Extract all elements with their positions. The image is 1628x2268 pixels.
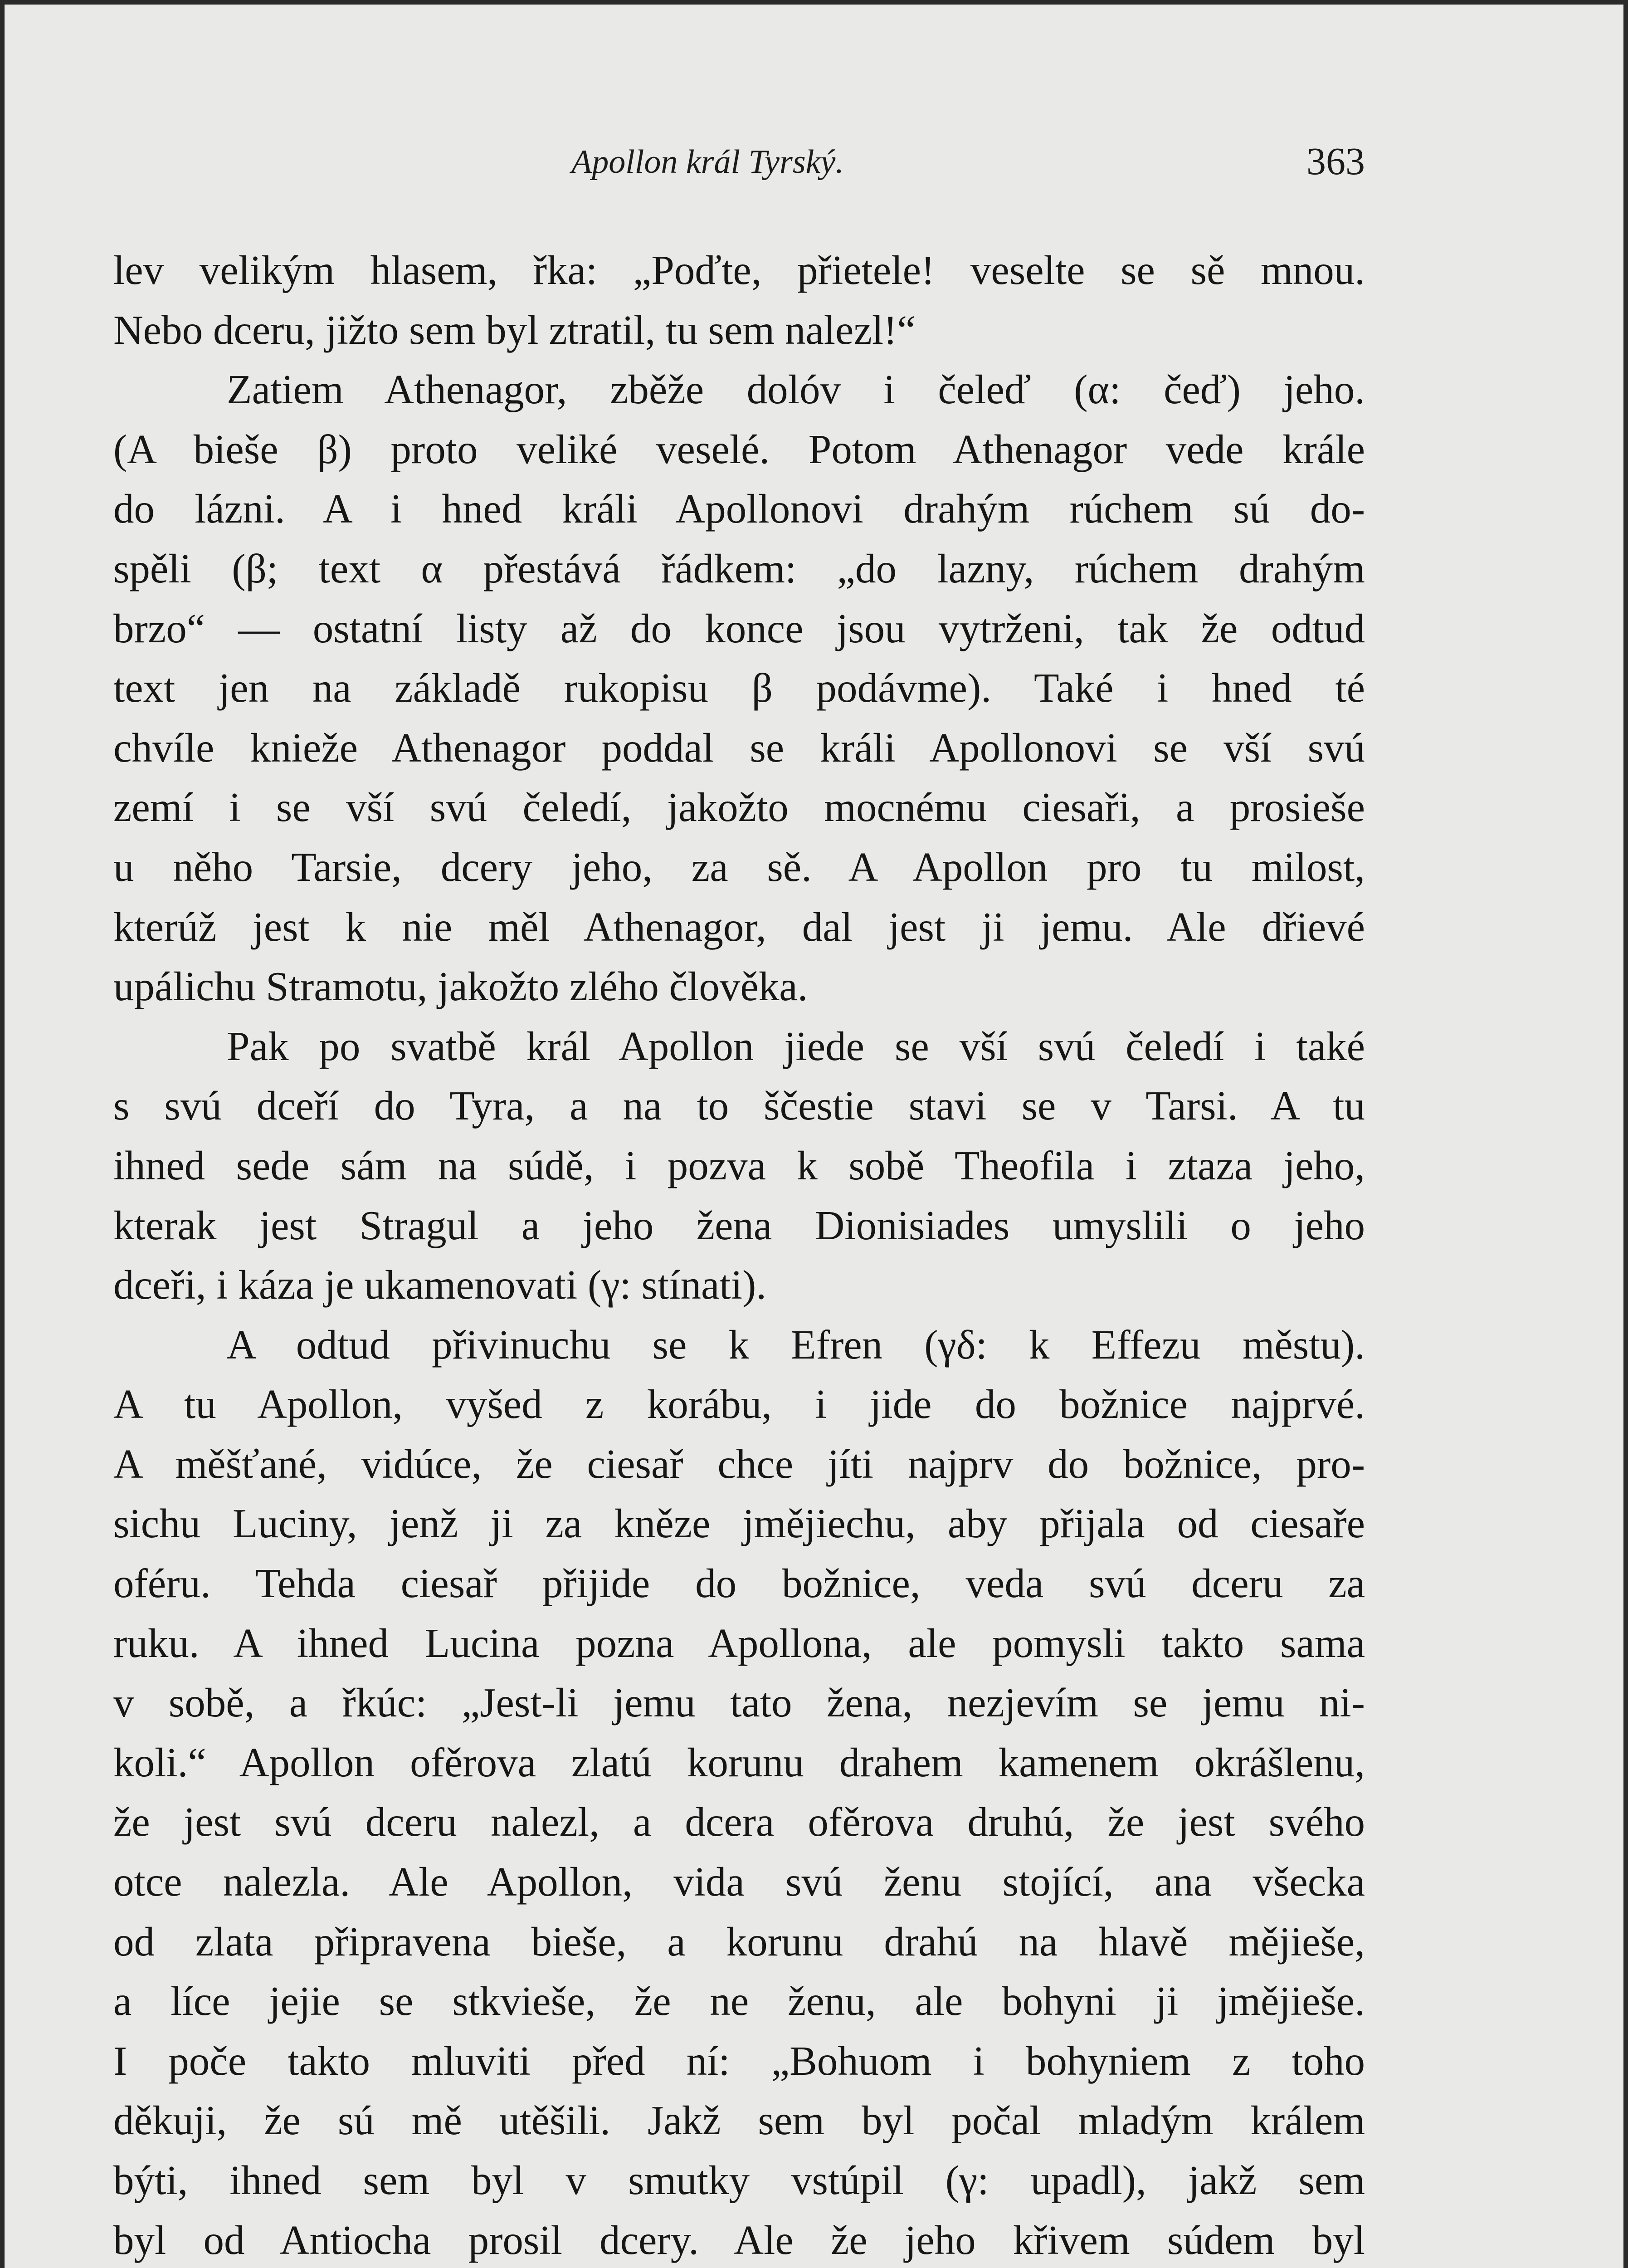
text-line: že jest svú dceru nalezl, a dcera ofěrova druhú, že jest svého [113,1799,1365,1845]
text-line: ihned sede sám na súdě, i pozva k sobě Theofila i ztaza jeho, [113,1142,1365,1188]
text-line: A měšťané, vidúce, že ciesař chce jíti najprv do božnice, pro- [113,1441,1365,1487]
text-line: kterúž jest k nie měl Athenagor, dal jest ji jemu. Ale dřievé [113,904,1365,950]
text-line: ruku. A ihned Lucina pozna Apollona, ale pomysli takto sama [113,1620,1365,1666]
text-line: s svú dceří do Tyra, a na to ščestie stavi se v Tarsi. A tu [113,1083,1365,1129]
text-line: A tu Apollon, vyšed z korábu, i jide do božnice najprvé. [113,1381,1365,1427]
text-line: a líce jejie se stkvieše, že ne ženu, ale bohyni ji jmějieše. [113,1978,1365,2024]
text-line: spěli (β; text α přestává řádkem: „do lazny, rúchem drahým [113,545,1365,591]
text-line: upálichu Stramotu, jakožto zlého člověka. [113,963,808,1010]
text-line: byl od Antiocha prosil dcery. Ale že jeho křivem súdem byl [113,2217,1365,2263]
text-line: kterak jest Stragul a jeho žena Dionisiades umyslili o jeho [113,1202,1365,1248]
text-line: brzo“ — ostatní listy až do konce jsou vytrženi, tak že odtud [113,605,1365,651]
text-line: u něho Tarsie, dcery jeho, za sě. A Apollon pro tu milost, [113,844,1365,890]
body-text [113,240,1365,2268]
text-line: lev velikým hlasem, řka: „Poďte, přietele! veselte se sě mnou. [113,247,1365,293]
text-line: chvíle knieže Athenagor poddal se králi Apollonovi se vší svú [113,724,1365,771]
page-header [113,127,1365,191]
text-line: v sobě, a řkúc: „Jest-li jemu tato žena, nezjevím se jemu ni- [113,1680,1365,1726]
text-line: sichu Luciny, jenž ji za kněze jmějiechu, aby přijala od ciesaře [113,1501,1365,1547]
text-line: býti, ihned sem byl v smutky vstúpil (γ: upadl), jakž sem [113,2157,1365,2203]
text-line: (A bieše β) proto veliké veselé. Potom Athenagor vede krále [113,426,1365,472]
book-page [5,5,1623,2268]
text-line: A odtud přivinuchu se k Efren (γδ: k Effezu městu). [227,1321,1365,1368]
text-line: Nebo dceru, jižto sem byl ztratil, tu sem nalezl!“ [113,307,916,353]
text-line: text jen na základě rukopisu β podávme). Také i hned té [113,665,1365,711]
text-line: koli.“ Apollon ofěrova zlatú korunu drahem kamenem okrášlenu, [113,1739,1365,1785]
text-line: I poče takto mluviti před ní: „Bohuom i bohyniem z toho [113,2038,1365,2084]
text-line: Zatiem Athenagor, zběže dolóv i čeleď (α: čeď) jeho. [227,367,1365,413]
text-line: od zlata připravena bieše, a korunu drahú na hlavě mějieše, [113,1918,1365,1965]
page-number: 363 [1306,139,1365,183]
text-line: děkuji, že sú mě utěšili. Jakž sem byl počal mladým králem [113,2097,1365,2144]
text-line: do lázni. A i hned králi Apollonovi drahým rúchem sú do- [113,486,1365,532]
text-line: otce nalezla. Ale Apollon, vida svú ženu stojící, ana všecka [113,1859,1365,1905]
text-line: dceři, i káza je ukamenovati (γ: stínati). [113,1262,767,1308]
text-line: oféru. Tehda ciesař přijide do božnice, veda svú dceru za [113,1560,1365,1607]
running-title: Apollon král Tyrský. [571,143,844,181]
text-line: Pak po svatbě král Apollon jiede se vší svú čeledí i také [227,1023,1365,1069]
text-line: zemí i se vší svú čeledí, jakožto mocnému ciesaři, a prosieše [113,784,1365,831]
